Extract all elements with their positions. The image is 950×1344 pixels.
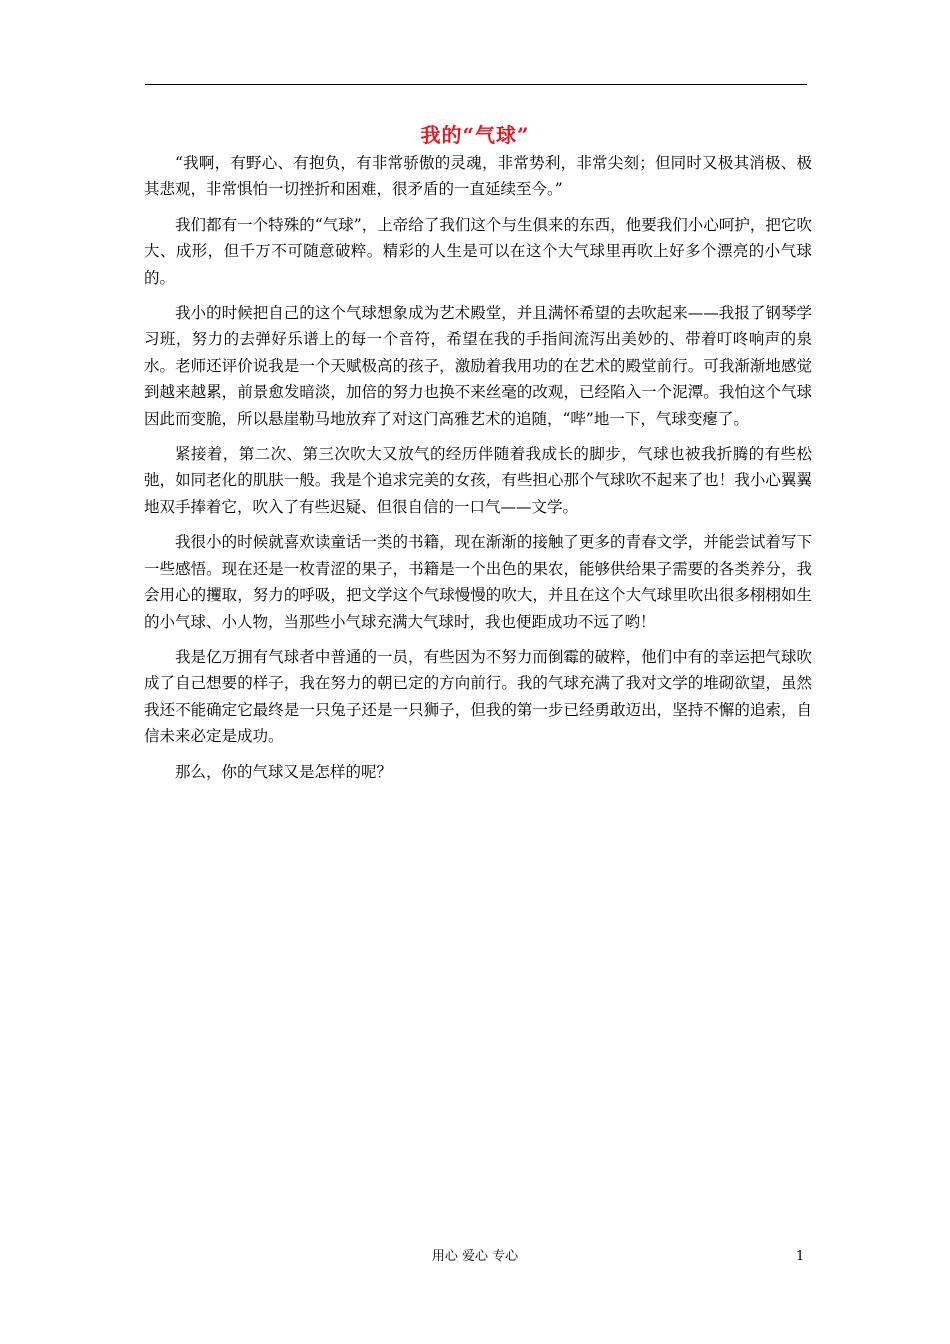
paragraph-7: 那么，你的气球又是怎样的呢？ [175, 762, 393, 781]
paragraph-6: 我是亿万拥有气球者中普通的一员，有些因为不努力而倒霉的破粹，他们中有的幸运把气球吹成了自己想要的样子，我在努力的朝已定的方向前行。我的气球充满了我对文学的堆砌欲望，虽然我还不能确定它最终是一只兔子还是一只狮子，但我的第一步已经勇敢迈出，坚持不懈的追索，自信未来必定是成功。 [144, 647, 812, 746]
article-body [144, 150, 812, 794]
paragraph-1: “我啊，有野心、有抱负，有非常骄傲的灵魂，非常势利，非常尖刻；但同时又极其消极、极其悲观，非常惧怕一切挫折和困难，很矛盾的一直延续至今。” [144, 154, 812, 199]
page-number: 1 [796, 1249, 805, 1264]
header-rule [145, 84, 807, 85]
page-title: 我的“气球” [420, 123, 530, 147]
footer-text: 用心 爱心 专心 [431, 1249, 519, 1264]
paragraph-2: 我们都有一个特殊的“气球”，上帝给了我们这个与生俱来的东西，他要我们小心呵护，把它吹大、成形，但千万不可随意破粹。精彩的人生是可以在这个大气球里再吹上好多个漂亮的小气球的。 [144, 215, 812, 287]
paragraph-4: 紧接着，第二次、第三次吹大又放气的经历伴随着我成长的脚步，气球也被我折腾的有些松弛，如同老化的肌肤一般。我是个追求完美的女孩，有些担心那个气球吹不起来了也！我小心翼翼地双手捧着它，吹入了有些迟疑、但很自信的一口气——文学。 [144, 445, 812, 516]
paragraph-3: 我小的时候把自己的这个气球想象成为艺术殿堂，并且满怀希望的去吹起来——我报了钢琴学习班，努力的去弹好乐谱上的每一个音符，希望在我的手指间流泻出美妙的、带着叮咚响声的泉水。老师还评价说我是一个天赋极高的孩子，激励着我用功的在艺术的殿堂前行。可我渐渐地感觉到越来越累，前景愈发暗淡，加倍的努力也换不来丝毫的改观，已经陷入一个泥潭。我怕这个气球因此而变脆，所以悬崖勒马地放弃了对这门高雅艺术的追随，“哔”地一下，气球变瘪了。 [144, 304, 812, 428]
paragraph-5: 我很小的时候就喜欢读童话一类的书籍，现在渐渐的接触了更多的青春文学，并能尝试着写下一些感悟。现在还是一枚青涩的果子，书籍是一个出色的果农，能够供给果子需要的各类养分，我会用心的攫取，努力的呼吸，把文学这个气球慢慢的吹大，并且在这个大气球里吹出很多栩栩如生的小气球、小人物，当那些小气球充满大气球时，我也便距成功不远了哟！ [144, 533, 812, 631]
